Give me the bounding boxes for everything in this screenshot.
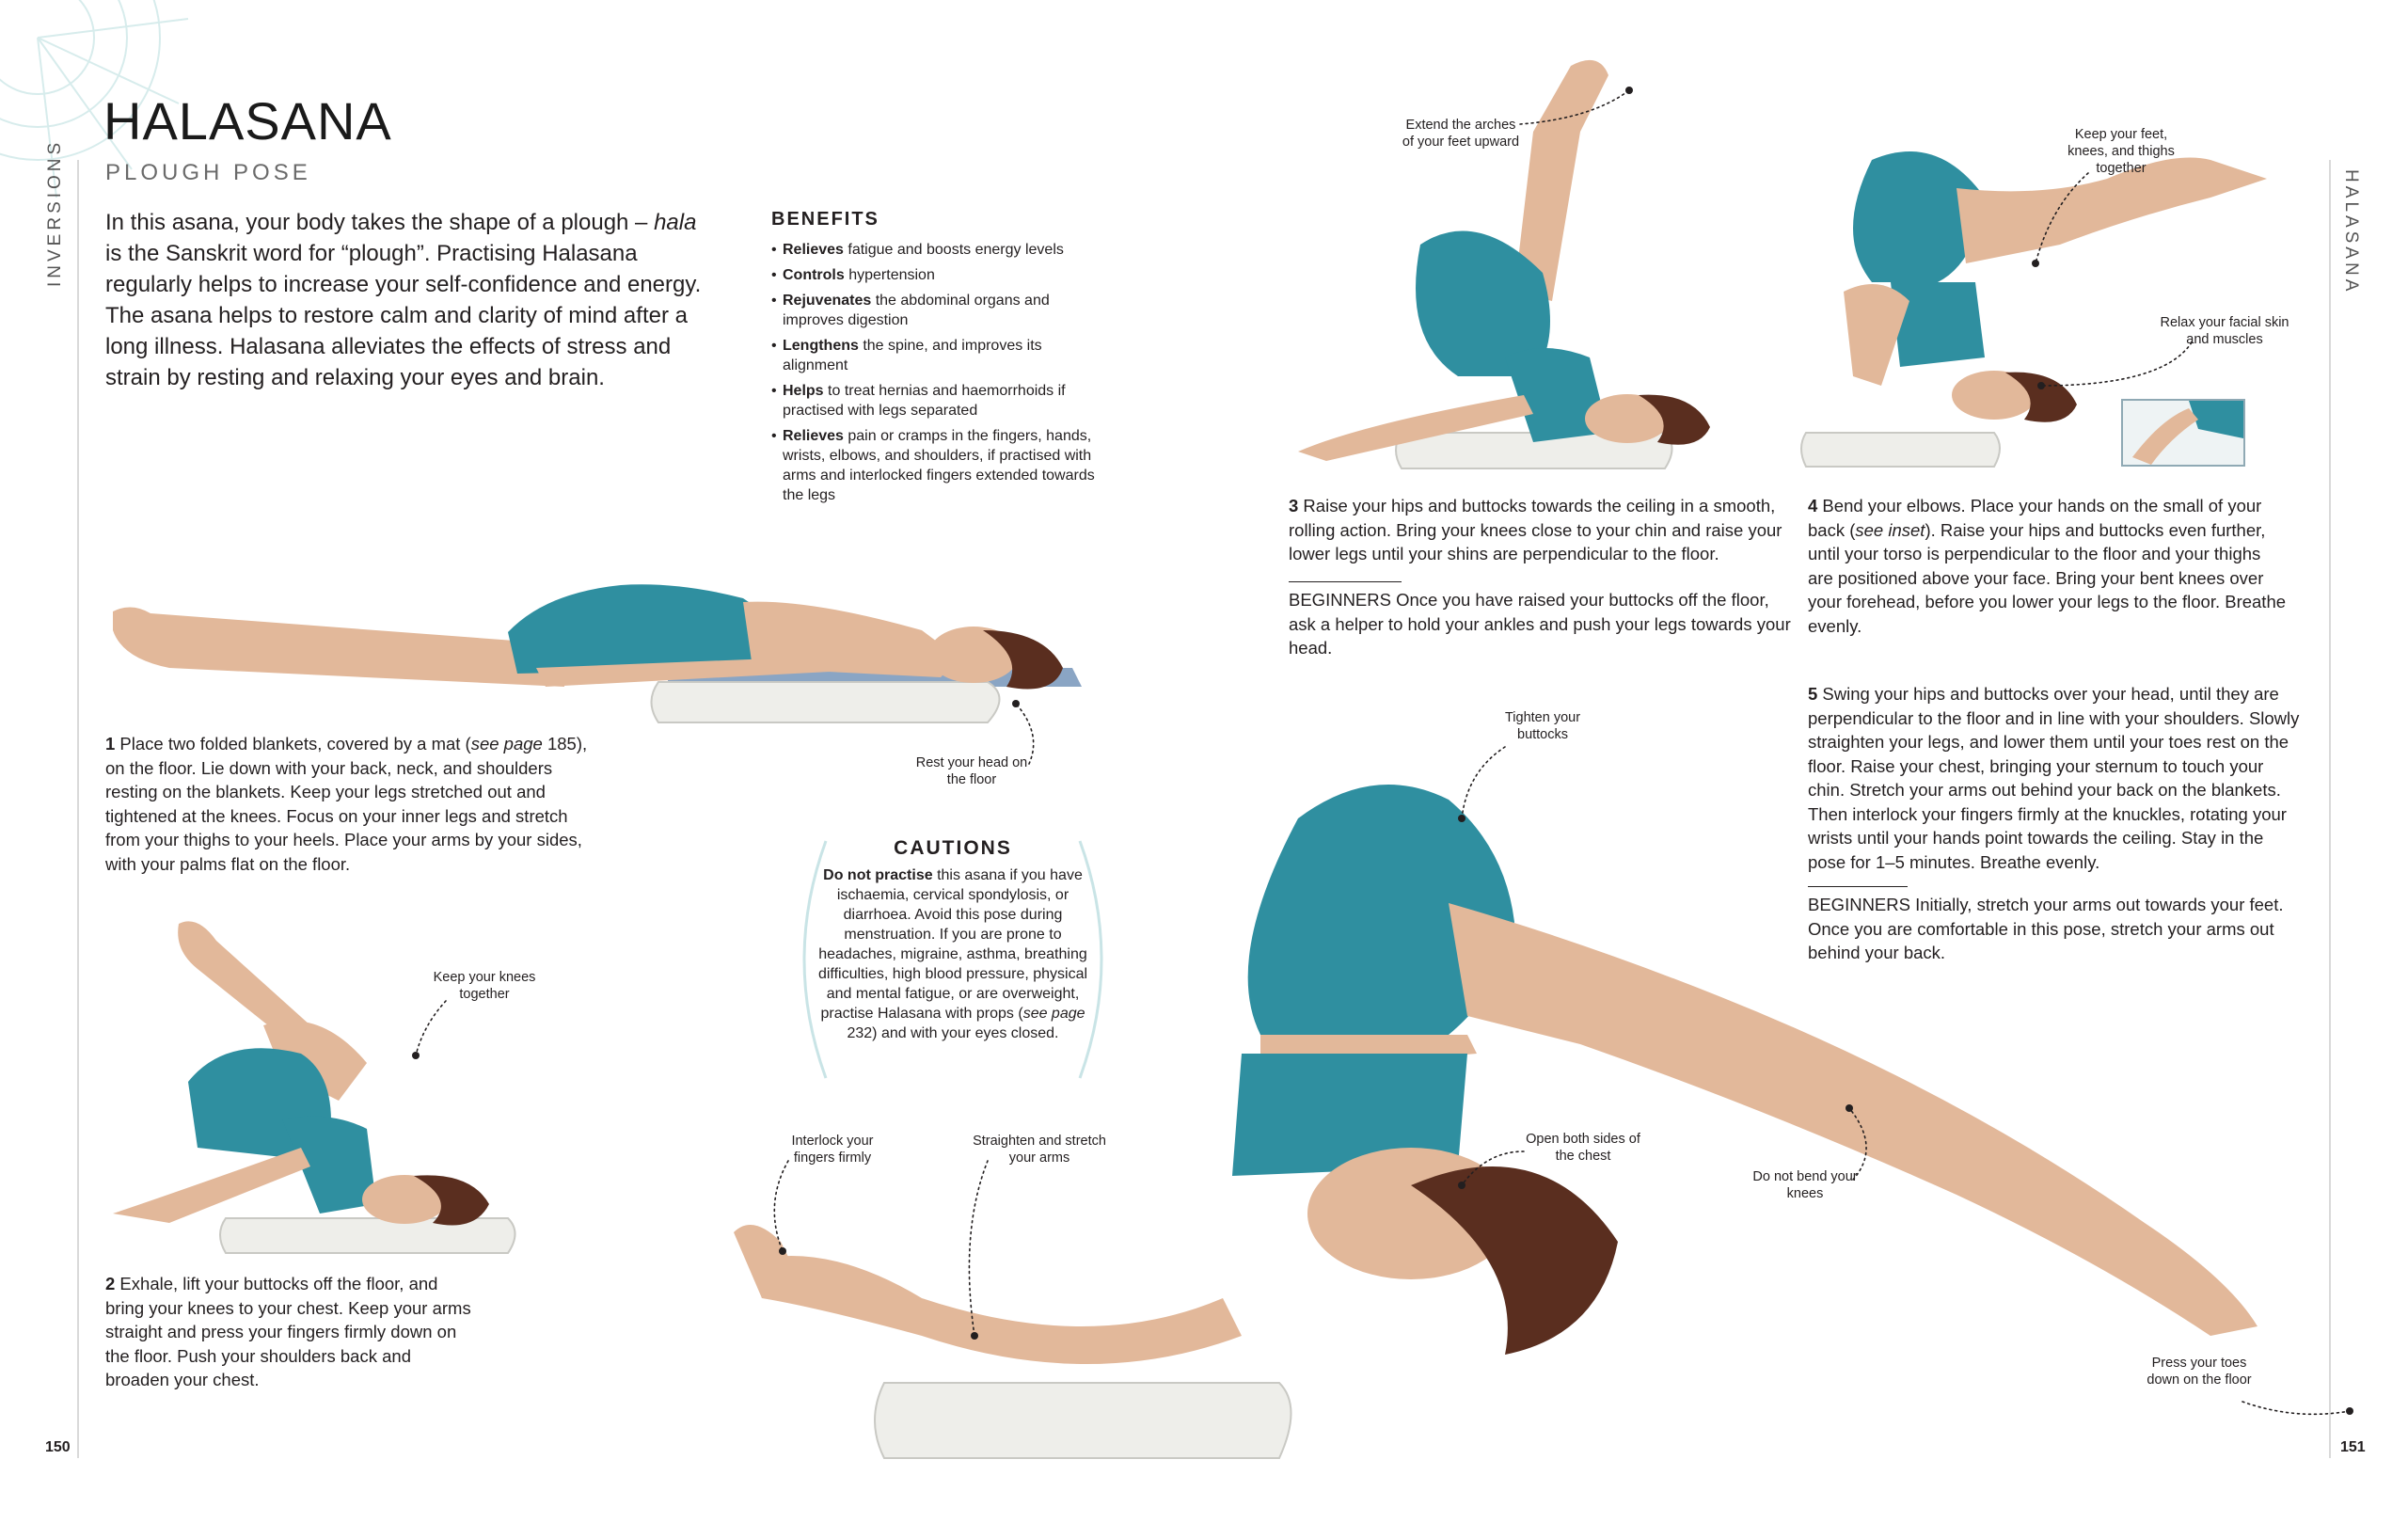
step5-photo bbox=[734, 771, 2389, 1468]
cautions-title: CAUTIONS bbox=[894, 837, 1012, 859]
callout-not-bend-knees: Do not bend your knees bbox=[1752, 1169, 1858, 1201]
step1-text: 1 Place two folded blankets, covered by a mat (see page 185), on the floor. Lie down with your back, neck, and shoulders resting on the blankets. Keep your legs stretched out and tightened at the knees. Focus on your inner legs and stretch from your thighs to your heels. Place your arms by your sides, with your palms flat on the floor. bbox=[105, 734, 588, 874]
inset-hands-icon bbox=[2123, 401, 2243, 465]
cautions-text: Do not practise this asana if you have ischaemia, cervical spondylosis, or diarrhoea. Avoid this pose during menstruation. If you are prone to headaches, migraine, asthma, breathing difficulties, high blood pressure, physical and mental fatigue, or are overweight, practise Halasana with props (see page 232) and with your eyes closed. bbox=[817, 867, 1088, 1041]
right-page-number: 151 bbox=[2340, 1439, 2366, 1455]
left-margin-rule bbox=[77, 160, 79, 1458]
callout-straighten-arms: Straighten and stretch your arms bbox=[973, 1134, 1106, 1166]
page-subtitle: PLOUGH POSE bbox=[105, 160, 311, 185]
step3-beginners: BEGINNERS Once you have raised your buttocks off the floor, ask a helper to hold your ankles and push your legs towards your head. bbox=[1289, 581, 1792, 660]
callout-press-toes: Press your toes down on the floor bbox=[2147, 1356, 2252, 1388]
step1-photo bbox=[94, 564, 1119, 734]
step5-beginners: BEGINNERS Initially, stretch your arms out towards your feet. Once you are comfortable in this pose, stretch your arms out behind your back. bbox=[1808, 886, 2302, 965]
beginners-rule bbox=[1289, 581, 1402, 588]
leader-relax-face bbox=[2022, 339, 2210, 395]
benefits-title: BENEFITS bbox=[771, 209, 879, 230]
leader-knees-together bbox=[404, 997, 470, 1063]
leader-press-toes bbox=[2239, 1383, 2370, 1439]
step3-text: 3 Raise your hips and buttocks towards the ceiling in a smooth, rolling action. Bring your knees close to your chin and raise your lower legs until your shins are perpendicular to the floor. bbox=[1289, 496, 1782, 563]
step5-text: 5 Swing your hips and buttocks over your head, until they are perpendicular to the floor and in line with your shoulders. Slowly straighten your legs, and lower them until your toes rest on the floor. Raise your chest, bringing your sternum to touch your chin. Stretch your arms out behind your back on the blankets. Then interlock your fingers firmly at the knuckles, rotating your wrists until your hands point towards the ceiling. Stay in the pose for 1–5 minutes. Breathe evenly. bbox=[1808, 684, 2300, 872]
step2-photo bbox=[94, 912, 621, 1261]
callout-relax-face: Relax your facial skin and muscles bbox=[2160, 315, 2289, 347]
benefits-list bbox=[771, 240, 1110, 505]
callout-rest-head: Rest your head on the floor bbox=[915, 755, 1028, 787]
step4-inset bbox=[2121, 399, 2245, 467]
intro-italic-term: hala bbox=[654, 210, 697, 235]
benefits-box bbox=[771, 209, 1110, 511]
callout-interlock-fingers: Interlock your fingers firmly bbox=[791, 1134, 874, 1166]
benefit-item: • Controls hypertension bbox=[771, 265, 1110, 285]
callout-tighten-buttocks: Tighten your buttocks bbox=[1504, 710, 1581, 742]
benefit-item: • Relieves fatigue and boosts energy levels bbox=[771, 240, 1110, 260]
leader-tighten-buttocks bbox=[1449, 743, 1524, 828]
callout-knees-together: Keep your knees together bbox=[433, 970, 536, 1002]
leader-extend-arches bbox=[1516, 75, 1648, 132]
benefit-item: • Relieves pain or cramps in the fingers, hands, wrists, elbows, and shoulders, if practised with arms and interlocked fingers extended towards the legs bbox=[771, 426, 1110, 505]
leader-not-bend-knees bbox=[1834, 1101, 1891, 1185]
callout-extend-arches: Extend the arches of your feet upward bbox=[1402, 118, 1520, 150]
benefit-item: • Helps to treat hernias and haemorrhoids if practised with legs separated bbox=[771, 381, 1110, 420]
leader-open-chest bbox=[1449, 1138, 1543, 1195]
benefit-item: • Rejuvenates the abdominal organs and improves digestion bbox=[771, 291, 1110, 330]
section-label: INVERSIONS bbox=[45, 138, 65, 287]
page-title: HALASANA bbox=[103, 91, 392, 151]
callout-open-chest: Open both sides of the chest bbox=[1526, 1132, 1640, 1164]
intro-paragraph: In this asana, your body takes the shape of a plough – hala is the Sanskrit word for “plough”. Practising Halasana regularly helps to increase your self-confidence and energy. The asana helps to restore calm and clarity of mind after a long illness. Halasana alleviates the effects of stress and strain by resting and relaxing your eyes and brain. bbox=[105, 210, 702, 390]
callout-feet-knees-thighs: Keep your feet, knees, and thighs together bbox=[2067, 127, 2175, 176]
left-page-number: 150 bbox=[45, 1439, 71, 1455]
leader-feet-knees-thighs bbox=[2013, 169, 2107, 273]
step2-text: 2 Exhale, lift your buttocks off the floor, and bring your knees to your chest. Keep your arms straight and press your fingers firmly down on the floor. Push your shoulders back and broaden your chest. bbox=[105, 1274, 471, 1389]
leader-rest-head bbox=[997, 696, 1054, 771]
leader-interlock-fingers bbox=[760, 1157, 816, 1261]
benefit-item: • Lengthens the spine, and improves its alignment bbox=[771, 336, 1110, 375]
running-head: HALASANA bbox=[2341, 169, 2361, 295]
leader-straighten-arms bbox=[950, 1157, 1006, 1345]
step4-text: 4 Bend your elbows. Place your hands on the small of your back (see inset). Raise your hips and buttocks even further, until your torso is perpendicular to the floor and your thighs are positioned above your face. Bring your bent knees over your forehead, before you lower your legs to the floor. Breathe evenly. bbox=[1808, 496, 2287, 636]
